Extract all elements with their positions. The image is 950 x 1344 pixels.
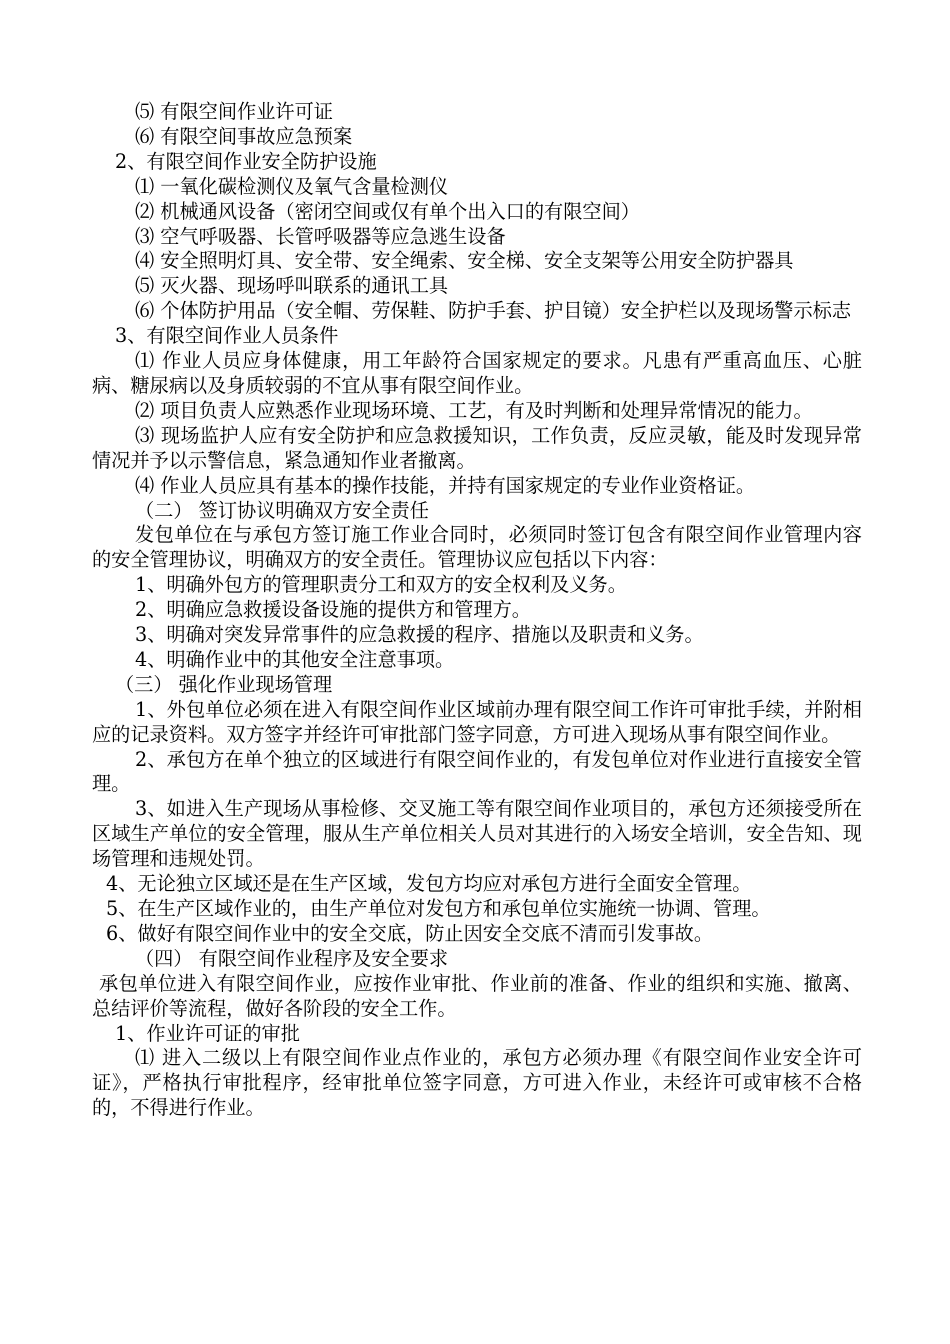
paragraph: 2、承包方在单个独立的区域进行有限空间作业的，有发包单位对作业进行直接安全管理。 xyxy=(92,747,862,796)
section-heading: （二） 签订协议明确双方安全责任 xyxy=(135,498,429,522)
paragraph: 发包单位在与承包方签订施工作业合同时，必须同时签订包含有限空间作业管理内容的安全管理协议，明确双方的安全责任。管理协议应包括以下内容： xyxy=(92,523,862,572)
paragraph: ⑵ 机械通风设备（密闭空间或仅有单个出入口的有限空间） xyxy=(135,199,640,223)
paragraph: 1、作业许可证的审批 xyxy=(115,1021,300,1045)
paragraph: ⑵ 项目负责人应熟悉作业现场环境、工艺，有及时判断和处理异常情况的能力。 xyxy=(135,398,813,422)
paragraph: 2、明确应急救援设备设施的提供方和管理方。 xyxy=(135,598,531,622)
paragraph: 6、做好有限空间作业中的安全交底，防止因安全交底不清而引发事故。 xyxy=(106,921,714,945)
paragraph: 1、明确外包方的管理职责分工和双方的安全权利及义务。 xyxy=(135,573,627,597)
paragraph: ⑶ 现场监护人应有安全防护和应急救援知识，工作负责，反应灵敏，能及时发现异常情况并予以示警信息，紧急通知作业者撤离。 xyxy=(92,423,862,472)
paragraph: ⑷ 作业人员应具有基本的操作技能，并持有国家规定的专业作业资格证。 xyxy=(135,473,756,497)
paragraph: 3、明确对突发异常事件的应急救援的程序、措施以及职责和义务。 xyxy=(135,623,704,647)
paragraph: ⑴ 进入二级以上有限空间作业点作业的，承包方必须办理《有限空间作业安全许可证》，严格执行审批程序，经审批单位签字同意，方可进入作业，未经许可或审核不合格的，不得进行作业。 xyxy=(92,1046,862,1120)
paragraph: 承包单位进入有限空间作业，应按作业审批、作业前的准备、作业的组织和实施、撤离、总结评价等流程，做好各阶段的安全工作。 xyxy=(92,971,862,1020)
paragraph: ⑶ 空气呼吸器、长管呼吸器等应急逃生设备 xyxy=(135,224,506,248)
paragraph: 1、外包单位必须在进入有限空间作业区域前办理有限空间工作许可审批手续，并附相应的记录资料。双方签字并经许可审批部门签字同意，方可进入现场从事有限空间作业。 xyxy=(92,697,862,746)
paragraph: 4、无论独立区域还是在生产区域，发包方均应对承包方进行全面安全管理。 xyxy=(106,872,752,896)
paragraph: 3、有限空间作业人员条件 xyxy=(115,324,339,348)
paragraph: ⑷ 安全照明灯具、安全带、安全绳索、安全梯、安全支架等公用安全防护器具 xyxy=(135,249,794,273)
paragraph: ⑹ 有限空间事故应急预案 xyxy=(135,124,353,148)
section-heading: （四） 有限空间作业程序及安全要求 xyxy=(135,946,449,970)
paragraph: 3、如进入生产现场从事检修、交叉施工等有限空间作业项目的，承包方还须接受所在区域生产单位的安全管理，服从生产单位相关人员对其进行的入场安全培训，安全告知、现场管理和违规处罚。 xyxy=(92,797,862,871)
paragraph: 4、明确作业中的其他安全注意事项。 xyxy=(135,647,455,671)
paragraph: 5、在生产区域作业的，由生产单位对发包方和承包单位实施统一协调、管理。 xyxy=(106,897,771,920)
paragraph: ⑴ 作业人员应身体健康，用工年龄符合国家规定的要求。凡患有严重高血压、心脏病、糖尿病以及身质较弱的不宜从事有限空间作业。 xyxy=(92,349,862,397)
document-body xyxy=(92,100,862,1121)
paragraph: ⑹ 个体防护用品（安全帽、劳保鞋、防护手套、护目镜）安全护栏以及现场警示标志 xyxy=(135,299,852,323)
paragraph: 2、有限空间作业安全防护设施 xyxy=(115,149,377,173)
section-heading: （三） 强化作业现场管理 xyxy=(115,672,333,696)
paragraph: ⑸ 灭火器、现场呼叫联系的通讯工具 xyxy=(135,274,449,298)
paragraph: ⑸ 有限空间作业许可证 xyxy=(135,100,333,123)
paragraph: ⑴ 一氧化碳检测仪及氧气含量检测仪 xyxy=(135,174,449,198)
